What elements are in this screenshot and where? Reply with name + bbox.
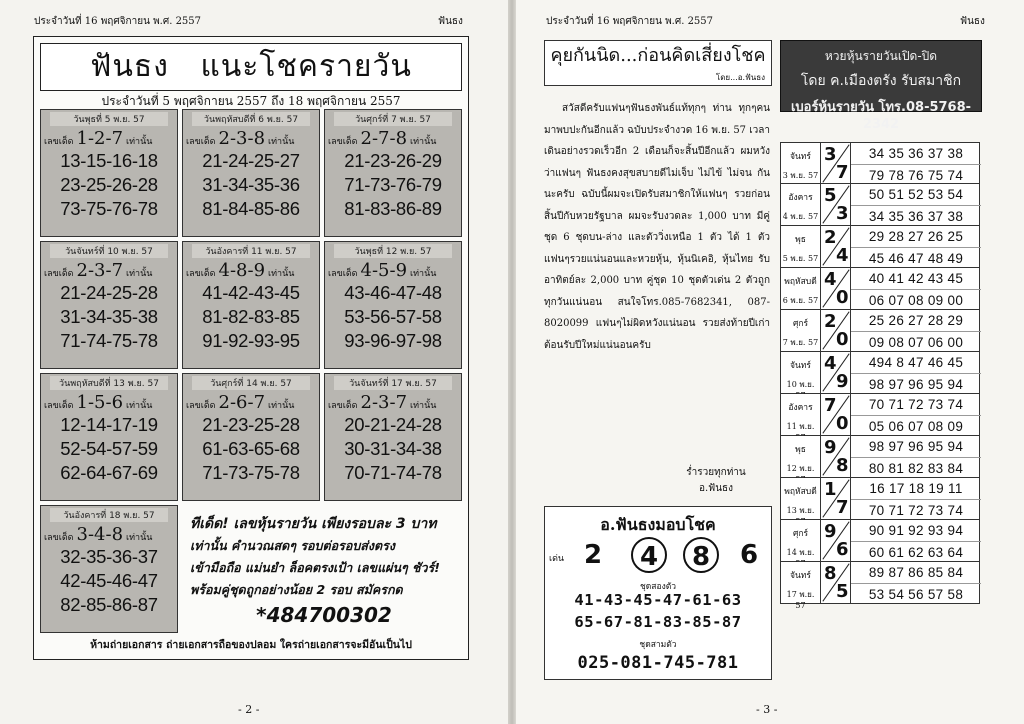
row-numbers xyxy=(851,143,981,185)
card-date: วันศุกร์ที่ 14 พ.ย. 57 xyxy=(192,376,310,390)
card-number-line: 73-75-76-78 xyxy=(60,198,158,219)
row-numbers xyxy=(851,226,981,268)
card-feature xyxy=(328,392,458,413)
book-gutter xyxy=(508,0,516,724)
row-pair xyxy=(821,478,851,520)
row-digit-top: 3 xyxy=(824,144,837,165)
lucky-digit: 6 xyxy=(739,540,759,570)
row-date: 11 พ.ย. xyxy=(786,422,815,431)
card-tail: เท่านั้น xyxy=(126,401,153,411)
article-title-box xyxy=(544,40,772,86)
card-number-line: 43-46-47-48 xyxy=(344,282,442,303)
row-numbers-top: 70 71 72 73 74 xyxy=(868,397,964,412)
row-day-name: จันทร์ xyxy=(790,571,811,581)
card-number-line: 70-71-74-78 xyxy=(344,462,442,483)
article-paragraph: สวัสดีครับแฟนๆฟันธงพันธ์แท้ทุกๆ ท่าน ทุกๆคน มาพบปะกันอีกแล้ว ฉบับประจำงวด 16 พ.ย. 57 เวลาเดินอย่างรวดเร็วอีก 2 เดือนก็จะสิ้นปีอีกแล้ว ผมหวังว่าแฟนๆ ฟันธงคงสุขสบายดีไม่เจ็บ ไม่ไข้ ไม่จน กันนะครับ ฉบับนี้ผมจะเปิดรับสมาชิกให้แฟนๆ รวยก่อนสิ้นปีกับหวยรัฐบาล ผมจะรับงวดละ 1,000 บาท มีคู่ชุด 6 ชุดบน-ล่าง และตัววิ่งเหนือ 1 ตัว ได้ 1 ตัว แฟนๆรวยแน่นอนและหวยหุ้น, หุ้นนิเคอิ, หุ้นไทย รับอาทิตย์ละ 2,000 บาท คู่ชุด 10 ชุดตัวเด่น 2 ตัวถูกทุกวันแน่นอน สนใจโทร.085-7682341, 087-8020099 แฟนๆไม่ผิดหวังแน่นอน รวยส่งท้ายปีเก่าต้อนรับปีใหม่แน่นอนครับ xyxy=(544,103,770,351)
row-numbers xyxy=(851,268,981,310)
row-day-name: พุธ xyxy=(795,445,806,455)
card-feature xyxy=(44,260,174,281)
lotto-card xyxy=(40,505,178,633)
row-digit-bottom: 4 xyxy=(836,245,849,266)
left-page-number: - 2 - xyxy=(238,703,260,716)
promo-line: เข้ามือถือ แม่นยำ ล็อคตรงเป้า เลขแผ่นๆ ชัวร์! xyxy=(190,560,440,575)
row-digit-top: 2 xyxy=(824,227,837,248)
lucky-digit-circled: 8 xyxy=(683,537,719,573)
card-number-line: 91-92-93-95 xyxy=(202,330,300,351)
row-date: 5 พ.ย. 57 xyxy=(782,254,819,263)
row-digit-bottom: 7 xyxy=(836,497,849,518)
lotto-card xyxy=(40,109,178,237)
card-number-line: 93-96-97-98 xyxy=(344,330,442,351)
right-header-brand: ฟันธง xyxy=(960,16,985,27)
promo-box xyxy=(186,511,462,639)
row-numbers-bottom: 45 46 47 48 49 xyxy=(851,247,981,268)
article-sign-2: อ.ฟันธง xyxy=(698,483,734,494)
row-day-name: จันทร์ xyxy=(790,361,811,371)
banner-line-2: โดย ค.เมืองตรัง รับสมาชิก xyxy=(800,73,962,89)
row-pair xyxy=(821,184,851,226)
card-number-line: 21-24-25-28 xyxy=(60,282,158,303)
card-number-line: 82-85-86-87 xyxy=(60,594,158,615)
left-header-brand: ฟันธง xyxy=(438,16,463,27)
card-number-line: 31-34-35-38 xyxy=(60,306,158,327)
article-body xyxy=(544,98,770,356)
title-box xyxy=(40,43,462,91)
set-row-2: 65-67-81-83-85-87 xyxy=(574,613,742,631)
card-lead: เลขเด็ด xyxy=(186,401,216,411)
table-row xyxy=(780,436,980,478)
card-feature xyxy=(186,128,316,149)
promo-line: ทีเด็ด! เลขหุ้นรายวัน เพียงรอบละ 3 บาท xyxy=(190,516,437,532)
row-numbers-top: 25 26 27 28 29 xyxy=(868,313,964,328)
card-tail: เท่านั้น xyxy=(410,269,437,279)
table-row xyxy=(780,142,980,184)
card-feature xyxy=(44,524,174,545)
card-date: วันอังคารที่ 11 พ.ย. 57 xyxy=(192,244,310,258)
row-numbers-top: 40 41 42 43 45 xyxy=(868,271,964,286)
card-feature-digits: 3-4-8 xyxy=(76,524,124,545)
row-day xyxy=(781,143,821,185)
card-lead: เลขเด็ด xyxy=(328,401,358,411)
card-number-line: 81-83-86-89 xyxy=(344,198,442,219)
lotto-card xyxy=(182,241,320,369)
set-three-label: ชุดสามตัว xyxy=(639,640,677,650)
row-digit-top: 4 xyxy=(824,353,837,374)
row-numbers-top: 494 8 47 46 45 xyxy=(868,355,964,370)
row-digit-bottom: 9 xyxy=(836,371,849,392)
row-day-name: จันทร์ xyxy=(790,152,811,162)
left-page xyxy=(0,0,508,724)
card-lead: เลขเด็ด xyxy=(186,269,216,279)
lucky-digits xyxy=(545,537,771,577)
row-pair xyxy=(821,143,851,185)
row-pair xyxy=(821,436,851,478)
card-tail: เท่านั้น xyxy=(268,137,295,147)
card-lead: เลขเด็ด xyxy=(44,137,74,147)
row-date: 3 พ.ย. 57 xyxy=(782,171,819,180)
card-feature xyxy=(44,128,174,149)
row-digit-bottom: 0 xyxy=(836,287,849,308)
card-date: วันพฤหัสบดีที่ 6 พ.ย. 57 xyxy=(192,112,310,126)
row-digit-bottom: 5 xyxy=(836,581,849,602)
row-numbers-top: 98 97 96 95 94 xyxy=(868,439,964,454)
card-number-line: 32-35-36-37 xyxy=(60,546,158,567)
card-lead: เลขเด็ด xyxy=(44,269,74,279)
card-number-line: 62-64-67-69 xyxy=(60,462,158,483)
card-feature-digits: 2-3-8 xyxy=(218,128,266,149)
card-number-line: 23-25-26-28 xyxy=(60,174,158,195)
row-day xyxy=(781,184,821,226)
set-row-3: 025-081-745-781 xyxy=(577,653,739,673)
row-numbers-bottom: 98 97 96 95 94 xyxy=(851,373,981,394)
table-row xyxy=(780,226,980,268)
card-lead: เลขเด็ด xyxy=(44,533,74,543)
card-tail: เท่านั้น xyxy=(410,401,437,411)
row-pair xyxy=(821,394,851,436)
lucky-box xyxy=(544,506,772,680)
set-row-1: 41-43-45-47-61-63 xyxy=(574,591,742,609)
lucky-digit: 2 xyxy=(583,540,603,570)
left-frame xyxy=(33,36,469,660)
row-day-name: อังคาร xyxy=(788,403,813,413)
card-tail: เท่านั้น xyxy=(268,269,295,279)
card-number-line: 71-73-75-78 xyxy=(202,462,300,483)
row-day xyxy=(781,520,821,562)
card-feature-digits: 2-3-7 xyxy=(360,392,408,413)
row-numbers-bottom: 34 35 36 37 38 xyxy=(851,205,981,226)
row-date: 12 พ.ย. xyxy=(786,464,815,473)
card-number-line: 20-21-24-28 xyxy=(344,414,442,435)
row-day-name: ศุกร์ xyxy=(792,529,809,539)
row-digit-bottom: 3 xyxy=(836,203,849,224)
row-digit-bottom: 0 xyxy=(836,413,849,434)
row-digit-top: 2 xyxy=(824,311,837,332)
lucky-lead: เด่น xyxy=(549,554,565,564)
promo-line: พร้อมคู่ชุดถูกอย่างน้อย 2 รอบ สมัครกด xyxy=(190,582,403,597)
row-digit-top: 8 xyxy=(824,563,837,584)
row-day xyxy=(781,562,821,610)
promo-line: เท่านั้น คำนวณสดๆ รอบต่อรอบส่งตรง xyxy=(190,538,395,553)
row-day xyxy=(781,226,821,268)
lotto-card xyxy=(182,109,320,237)
row-numbers-bottom: 80 81 82 83 84 xyxy=(851,457,981,478)
card-number-line: 52-54-57-59 xyxy=(60,438,158,459)
row-digit-bottom: 0 xyxy=(836,329,849,350)
card-feature xyxy=(328,260,458,281)
row-day-name: พุธ xyxy=(795,235,806,245)
card-lead: เลขเด็ด xyxy=(186,137,216,147)
left-footer: ห้ามถ่ายเอกสาร ถ่ายเอกสารถือของปลอม ใครถ่ายเอกสารจะมีอันเป็นไป xyxy=(90,639,412,651)
card-date: วันศุกร์ที่ 7 พ.ย. 57 xyxy=(334,112,452,126)
banner-line-1: หวยหุ้นรายวันเปิด-ปิด xyxy=(824,49,938,63)
table-row xyxy=(780,184,980,226)
card-number-line: 71-74-75-78 xyxy=(60,330,158,351)
row-pair xyxy=(821,520,851,562)
card-number-line: 41-42-43-45 xyxy=(202,282,300,303)
row-digit-top: 1 xyxy=(824,479,837,500)
row-numbers-top: 90 91 92 93 94 xyxy=(868,523,964,538)
card-feature-digits: 4-5-9 xyxy=(360,260,408,281)
lotto-card xyxy=(324,373,462,501)
row-numbers-bottom: 53 54 56 57 58 xyxy=(851,583,981,604)
row-digit-top: 4 xyxy=(824,269,837,290)
lucky-digit-circled: 4 xyxy=(631,537,667,573)
card-number-line: 31-34-35-36 xyxy=(202,174,300,195)
row-day xyxy=(781,310,821,352)
row-day-name: อังคาร xyxy=(788,193,813,203)
row-day xyxy=(781,394,821,436)
row-numbers-top: 34 35 36 37 38 xyxy=(868,146,964,161)
card-number-line: 30-31-34-38 xyxy=(344,438,442,459)
lotto-card xyxy=(324,241,462,369)
table-row xyxy=(780,562,980,610)
row-numbers-top: 50 51 52 53 54 xyxy=(868,187,964,202)
row-pair xyxy=(821,268,851,310)
row-numbers xyxy=(851,184,981,226)
table-row xyxy=(780,394,980,436)
lotto-card xyxy=(40,373,178,501)
row-digit-bottom: 8 xyxy=(836,455,849,476)
card-date: วันจันทร์ที่ 10 พ.ย. 57 xyxy=(50,244,168,258)
right-header-date: ประจำวันที่ 16 พฤศจิกายน พ.ศ. 2557 xyxy=(546,16,714,27)
row-date: 6 พ.ย. 57 xyxy=(782,296,819,305)
row-pair xyxy=(821,310,851,352)
card-lead: เลขเด็ด xyxy=(328,137,358,147)
card-feature-digits: 2-3-7 xyxy=(76,260,124,281)
row-digit-top: 5 xyxy=(824,185,837,206)
row-numbers xyxy=(851,394,981,436)
card-number-line: 21-23-25-28 xyxy=(202,414,300,435)
card-tail: เท่านั้น xyxy=(126,269,153,279)
row-day xyxy=(781,268,821,310)
card-tail: เท่านั้น xyxy=(268,401,295,411)
card-date: วันพฤหัสบดีที่ 13 พ.ย. 57 xyxy=(50,376,168,390)
article-sign-1: ร่ำรวยทุกท่าน xyxy=(686,467,746,478)
card-feature-digits: 4-8-9 xyxy=(218,260,266,281)
card-lead: เลขเด็ด xyxy=(44,401,74,411)
card-date: วันพุธที่ 5 พ.ย. 57 xyxy=(50,112,168,126)
left-header-date: ประจำวันที่ 16 พฤศจิกายน พ.ศ. 2557 xyxy=(34,16,202,27)
card-tail: เท่านั้น xyxy=(126,533,153,543)
row-date: 17 พ.ย. 57 xyxy=(786,590,815,610)
card-number-line: 13-15-16-18 xyxy=(60,150,158,171)
table-row xyxy=(780,520,980,562)
row-day xyxy=(781,478,821,520)
card-feature-digits: 1-2-7 xyxy=(76,128,124,149)
row-numbers-bottom: 70 71 72 73 74 xyxy=(851,499,981,520)
row-pair xyxy=(821,352,851,394)
row-numbers xyxy=(851,436,981,478)
card-number-line: 71-73-76-79 xyxy=(344,174,442,195)
lotto-card xyxy=(40,241,178,369)
row-numbers xyxy=(851,520,981,562)
row-numbers xyxy=(851,352,981,394)
card-feature-digits: 2-6-7 xyxy=(218,392,266,413)
row-numbers xyxy=(851,310,981,352)
card-tail: เท่านั้น xyxy=(126,137,153,147)
row-date: 4 พ.ย. 57 xyxy=(782,212,819,221)
card-number-line: 12-14-17-19 xyxy=(60,414,158,435)
row-day-name: พฤหัสบดี xyxy=(784,277,817,287)
card-number-line: 21-24-25-27 xyxy=(202,150,300,171)
row-digit-top: 7 xyxy=(824,395,837,416)
row-digit-bottom: 6 xyxy=(836,539,849,560)
set-two-label: ชุดสองตัว xyxy=(639,582,677,592)
row-digit-top: 9 xyxy=(824,437,837,458)
banner-line-3: เบอร์หุ้นรายวัน โทร.08-5768-2342 xyxy=(790,100,972,132)
row-date: 10 พ.ย. xyxy=(786,380,815,389)
card-date: วันจันทร์ที่ 17 พ.ย. 57 xyxy=(334,376,452,390)
card-feature xyxy=(328,128,458,149)
card-number-line: 53-56-57-58 xyxy=(344,306,442,327)
row-day xyxy=(781,352,821,394)
row-date: 14 พ.ย. xyxy=(786,548,815,557)
page-title: ฟันธง แนะโชครายวัน xyxy=(90,49,412,84)
promo-code: *484700302 xyxy=(256,603,392,627)
row-day-name: ศุกร์ xyxy=(792,319,809,329)
card-lead: เลขเด็ด xyxy=(328,269,358,279)
row-pair xyxy=(821,226,851,268)
row-numbers-bottom: 09 08 07 06 00 xyxy=(851,331,981,352)
right-page-number: - 3 - xyxy=(756,703,778,716)
row-numbers-bottom: 06 07 08 09 00 xyxy=(851,289,981,310)
card-number-line: 21-23-26-29 xyxy=(344,150,442,171)
right-page xyxy=(516,0,1024,724)
table-row xyxy=(780,268,980,310)
card-feature xyxy=(44,392,174,413)
article-title: คุยกันนิด...ก่อนคิดเสี่ยงโชค xyxy=(550,45,766,66)
card-feature-digits: 1-5-6 xyxy=(76,392,124,413)
lotto-card xyxy=(182,373,320,501)
row-date: 7 พ.ย. 57 xyxy=(782,338,819,347)
card-date: วันอังคารที่ 18 พ.ย. 57 xyxy=(50,508,168,522)
date-range: ประจำวันที่ 5 พฤศจิกายน 2557 ถึง 18 พฤศจิกายน 2557 xyxy=(101,94,401,108)
stock-lotto-banner xyxy=(780,40,982,132)
row-digit-bottom: 7 xyxy=(836,162,849,183)
row-numbers-top: 16 17 18 19 11 xyxy=(869,481,963,496)
bl-title: อ.ฟันธงมอบโชค xyxy=(600,515,716,534)
row-day xyxy=(781,436,821,478)
card-number-line: 81-84-85-86 xyxy=(202,198,300,219)
card-tail: เท่านั้น xyxy=(410,137,437,147)
card-number-line: 42-45-46-47 xyxy=(60,570,158,591)
row-numbers xyxy=(851,478,981,520)
card-number-line: 81-82-83-85 xyxy=(202,306,300,327)
card-feature-digits: 2-7-8 xyxy=(360,128,408,149)
row-numbers-top: 29 28 27 26 25 xyxy=(868,229,964,244)
row-numbers-top: 89 87 86 85 84 xyxy=(868,565,964,580)
row-digit-top: 9 xyxy=(824,521,837,542)
row-pair xyxy=(821,562,851,604)
table-row xyxy=(780,310,980,352)
table-row xyxy=(780,478,980,520)
card-feature xyxy=(186,260,316,281)
row-day-name: พฤหัสบดี xyxy=(784,487,817,497)
row-numbers-bottom: 60 61 62 63 64 xyxy=(851,541,981,562)
card-date: วันพุธที่ 12 พ.ย. 57 xyxy=(334,244,452,258)
article-byline: โดย...อ.ฟันธง xyxy=(715,73,765,82)
row-numbers-bottom: 05 06 07 08 09 xyxy=(851,415,981,436)
card-number-line: 61-63-65-68 xyxy=(202,438,300,459)
card-feature xyxy=(186,392,316,413)
lotto-card xyxy=(324,109,462,237)
row-numbers-bottom: 79 78 76 75 74 xyxy=(851,164,981,185)
row-date: 13 พ.ย. xyxy=(786,506,815,515)
table-row xyxy=(780,352,980,394)
row-numbers xyxy=(851,562,981,604)
